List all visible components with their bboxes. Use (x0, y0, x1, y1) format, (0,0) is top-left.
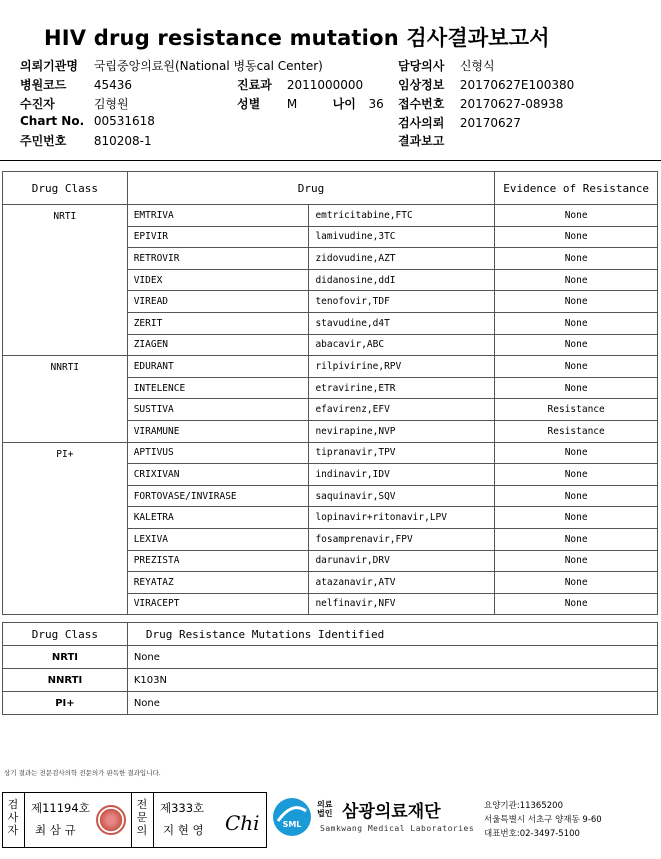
clinical-value: 20170627E100380 (459, 78, 575, 92)
header-drug: Drug (127, 172, 495, 205)
org-address: 서울특별시 서초구 양재동 9-60 (484, 815, 602, 825)
patient-row (20, 95, 129, 112)
table-row (3, 442, 658, 464)
sex-label: 성별 (237, 97, 261, 111)
tester-license-no: 제11194호 (31, 801, 90, 815)
brand-name-cell: RETROVIR (127, 248, 309, 270)
brand-name-cell: REYATAZ (127, 572, 309, 594)
brand-name-cell: PREZISTA (127, 550, 309, 572)
evidence-cell: None (495, 205, 658, 227)
institution-value: 국립중앙의료원(National 병동cal Center) (93, 59, 323, 73)
org-type: 의료 법인 (317, 800, 333, 818)
generic-name-cell: didanosine,ddI (309, 269, 495, 291)
generic-name-cell: lamivudine,3TC (309, 226, 495, 248)
hospital-code-value: 45436 (93, 78, 133, 92)
hospital-code-row (20, 76, 132, 93)
table-row (3, 356, 658, 378)
rrn-row (20, 132, 152, 149)
brand-name-cell: CRIXIVAN (127, 464, 309, 486)
evidence-cell: None (495, 248, 658, 270)
mut-class: NRTI (3, 646, 128, 669)
sex-row (237, 95, 384, 112)
disclaimer: 상기 결과는 전문검사의학 전문의가 판독한 결과입니다. (4, 769, 161, 777)
sml-logo-icon (272, 797, 312, 837)
age-label: 나이 (332, 97, 356, 111)
drug-resistance-table (2, 171, 658, 615)
brand-name-cell: LEXIVA (127, 528, 309, 550)
mut-header-class: Drug Class (3, 623, 128, 646)
evidence-cell: None (495, 507, 658, 529)
generic-name-cell: rilpivirine,RPV (309, 356, 495, 378)
mut-class: NNRTI (3, 669, 128, 692)
brand-name-cell: EPIVIR (127, 226, 309, 248)
org-phone: 대표번호:02-3497-5100 (484, 829, 580, 839)
dept-value: 2011000000 (286, 78, 364, 92)
receipt-value: 20170627-08938 (459, 97, 564, 111)
brand-name-cell: EDURANT (127, 356, 309, 378)
mut-header-mutations: Drug Resistance Mutations Identified (127, 623, 657, 646)
evidence-cell: None (495, 442, 658, 464)
header-evidence: Evidence of Resistance (495, 172, 658, 205)
evidence-cell: None (495, 291, 658, 313)
clinical-label: 임상정보 (398, 78, 445, 92)
generic-name-cell: efavirenz,EFV (309, 399, 495, 421)
drug-class-cell: NNRTI (3, 356, 128, 442)
brand-name-cell: EMTRIVA (127, 205, 309, 227)
generic-name-cell: saquinavir,SQV (309, 485, 495, 507)
header-divider (0, 160, 661, 161)
receipt-row (398, 95, 563, 112)
rrn-label: 주민번호 (20, 134, 67, 148)
divider (131, 793, 132, 847)
chart-value: 00531618 (93, 114, 155, 128)
generic-name-cell: stavudine,d4T (309, 312, 495, 334)
generic-name-cell: darunavir,DRV (309, 550, 495, 572)
sex-value: M (286, 97, 298, 111)
request-row (398, 114, 521, 131)
generic-name-cell: emtricitabine,FTC (309, 205, 495, 227)
table-row (3, 646, 658, 669)
request-value: 20170627 (459, 116, 521, 130)
drug-table-header (3, 172, 658, 205)
evidence-cell: None (495, 528, 658, 550)
org-license: 요양기관:11365200 (484, 801, 563, 811)
generic-name-cell: atazanavir,ATV (309, 572, 495, 594)
evidence-cell: None (495, 334, 658, 356)
reviewer-vertical-label: 전문의 (136, 798, 148, 837)
generic-name-cell: abacavir,ABC (309, 334, 495, 356)
mut-value: None (127, 692, 657, 715)
clinical-row (398, 76, 574, 93)
evidence-cell: None (495, 269, 658, 291)
generic-name-cell: indinavir,IDV (309, 464, 495, 486)
brand-name-cell: KALETRA (127, 507, 309, 529)
brand-name-cell: ZERIT (127, 312, 309, 334)
report-label: 결과보고 (398, 134, 445, 148)
table-row (3, 692, 658, 715)
dept-row (237, 76, 363, 93)
brand-name-cell: VIDEX (127, 269, 309, 291)
brand-name-cell: VIRAMUNE (127, 420, 309, 442)
evidence-cell: None (495, 356, 658, 378)
report-row (398, 132, 460, 149)
drug-class-cell: NRTI (3, 205, 128, 356)
generic-name-cell: fosamprenavir,FPV (309, 528, 495, 550)
brand-name-cell: VIRACEPT (127, 593, 309, 615)
brand-name-cell: FORTOVASE/INVIRASE (127, 485, 309, 507)
brand-name-cell: INTELENCE (127, 377, 309, 399)
generic-name-cell: zidovudine,AZT (309, 248, 495, 270)
evidence-cell: Resistance (495, 420, 658, 442)
request-label: 검사의뢰 (398, 116, 445, 130)
doctor-label: 담당의사 (398, 59, 445, 73)
patient-label: 수진자 (20, 97, 55, 111)
official-stamp (96, 805, 126, 835)
tester-name: 최 삼 규 (35, 823, 76, 837)
tester-vertical-label: 검사자 (7, 798, 19, 837)
evidence-cell: None (495, 226, 658, 248)
patient-value: 김형원 (93, 97, 129, 111)
reviewer-license-no: 제333호 (160, 801, 205, 815)
generic-name-cell: lopinavir+ritonavir,LPV (309, 507, 495, 529)
report-title: HIV drug resistance mutation 검사결과보고서 (44, 26, 550, 50)
brand-name-cell: APTIVUS (127, 442, 309, 464)
mutation-table-header (3, 623, 658, 646)
institution-label: 의뢰기관명 (20, 59, 78, 73)
hospital-code-label: 병원코드 (20, 78, 67, 92)
table-row (3, 669, 658, 692)
evidence-cell: Resistance (495, 399, 658, 421)
rrn-value: 810208-1 (93, 134, 152, 148)
divider (153, 793, 154, 847)
chart-row (20, 114, 155, 128)
doctor-row (398, 57, 495, 74)
org-name: 삼광의료재단 (342, 802, 441, 822)
drug-class-cell: PI+ (3, 442, 128, 615)
table-row (3, 205, 658, 227)
mut-value: K103N (127, 669, 657, 692)
evidence-cell: None (495, 464, 658, 486)
generic-name-cell: nevirapine,NVP (309, 420, 495, 442)
evidence-cell: None (495, 572, 658, 594)
evidence-cell: None (495, 377, 658, 399)
generic-name-cell: nelfinavir,NFV (309, 593, 495, 615)
age-value: 36 (368, 97, 384, 111)
org-english-name: Samkwang Medical Laboratories (320, 824, 475, 833)
mutation-table (2, 622, 658, 715)
evidence-cell: None (495, 485, 658, 507)
signature: Chi (225, 811, 260, 835)
brand-name-cell: SUSTIVA (127, 399, 309, 421)
institution-row (20, 57, 323, 74)
mut-class: PI+ (3, 692, 128, 715)
evidence-cell: None (495, 593, 658, 615)
reviewer-name: 지 현 영 (163, 823, 204, 837)
doctor-value: 신형식 (459, 59, 495, 73)
brand-name-cell: ZIAGEN (127, 334, 309, 356)
logo-text: SML (282, 820, 302, 829)
generic-name-cell: tenofovir,TDF (309, 291, 495, 313)
mut-value: None (127, 646, 657, 669)
dept-label: 진료과 (237, 78, 272, 92)
receipt-label: 접수번호 (398, 97, 445, 111)
divider (24, 793, 25, 847)
chart-label: Chart No. (20, 114, 85, 128)
signature-box (2, 792, 267, 848)
evidence-cell: None (495, 312, 658, 334)
header-drug-class: Drug Class (3, 172, 128, 205)
evidence-cell: None (495, 550, 658, 572)
generic-name-cell: etravirine,ETR (309, 377, 495, 399)
generic-name-cell: tipranavir,TPV (309, 442, 495, 464)
brand-name-cell: VIREAD (127, 291, 309, 313)
